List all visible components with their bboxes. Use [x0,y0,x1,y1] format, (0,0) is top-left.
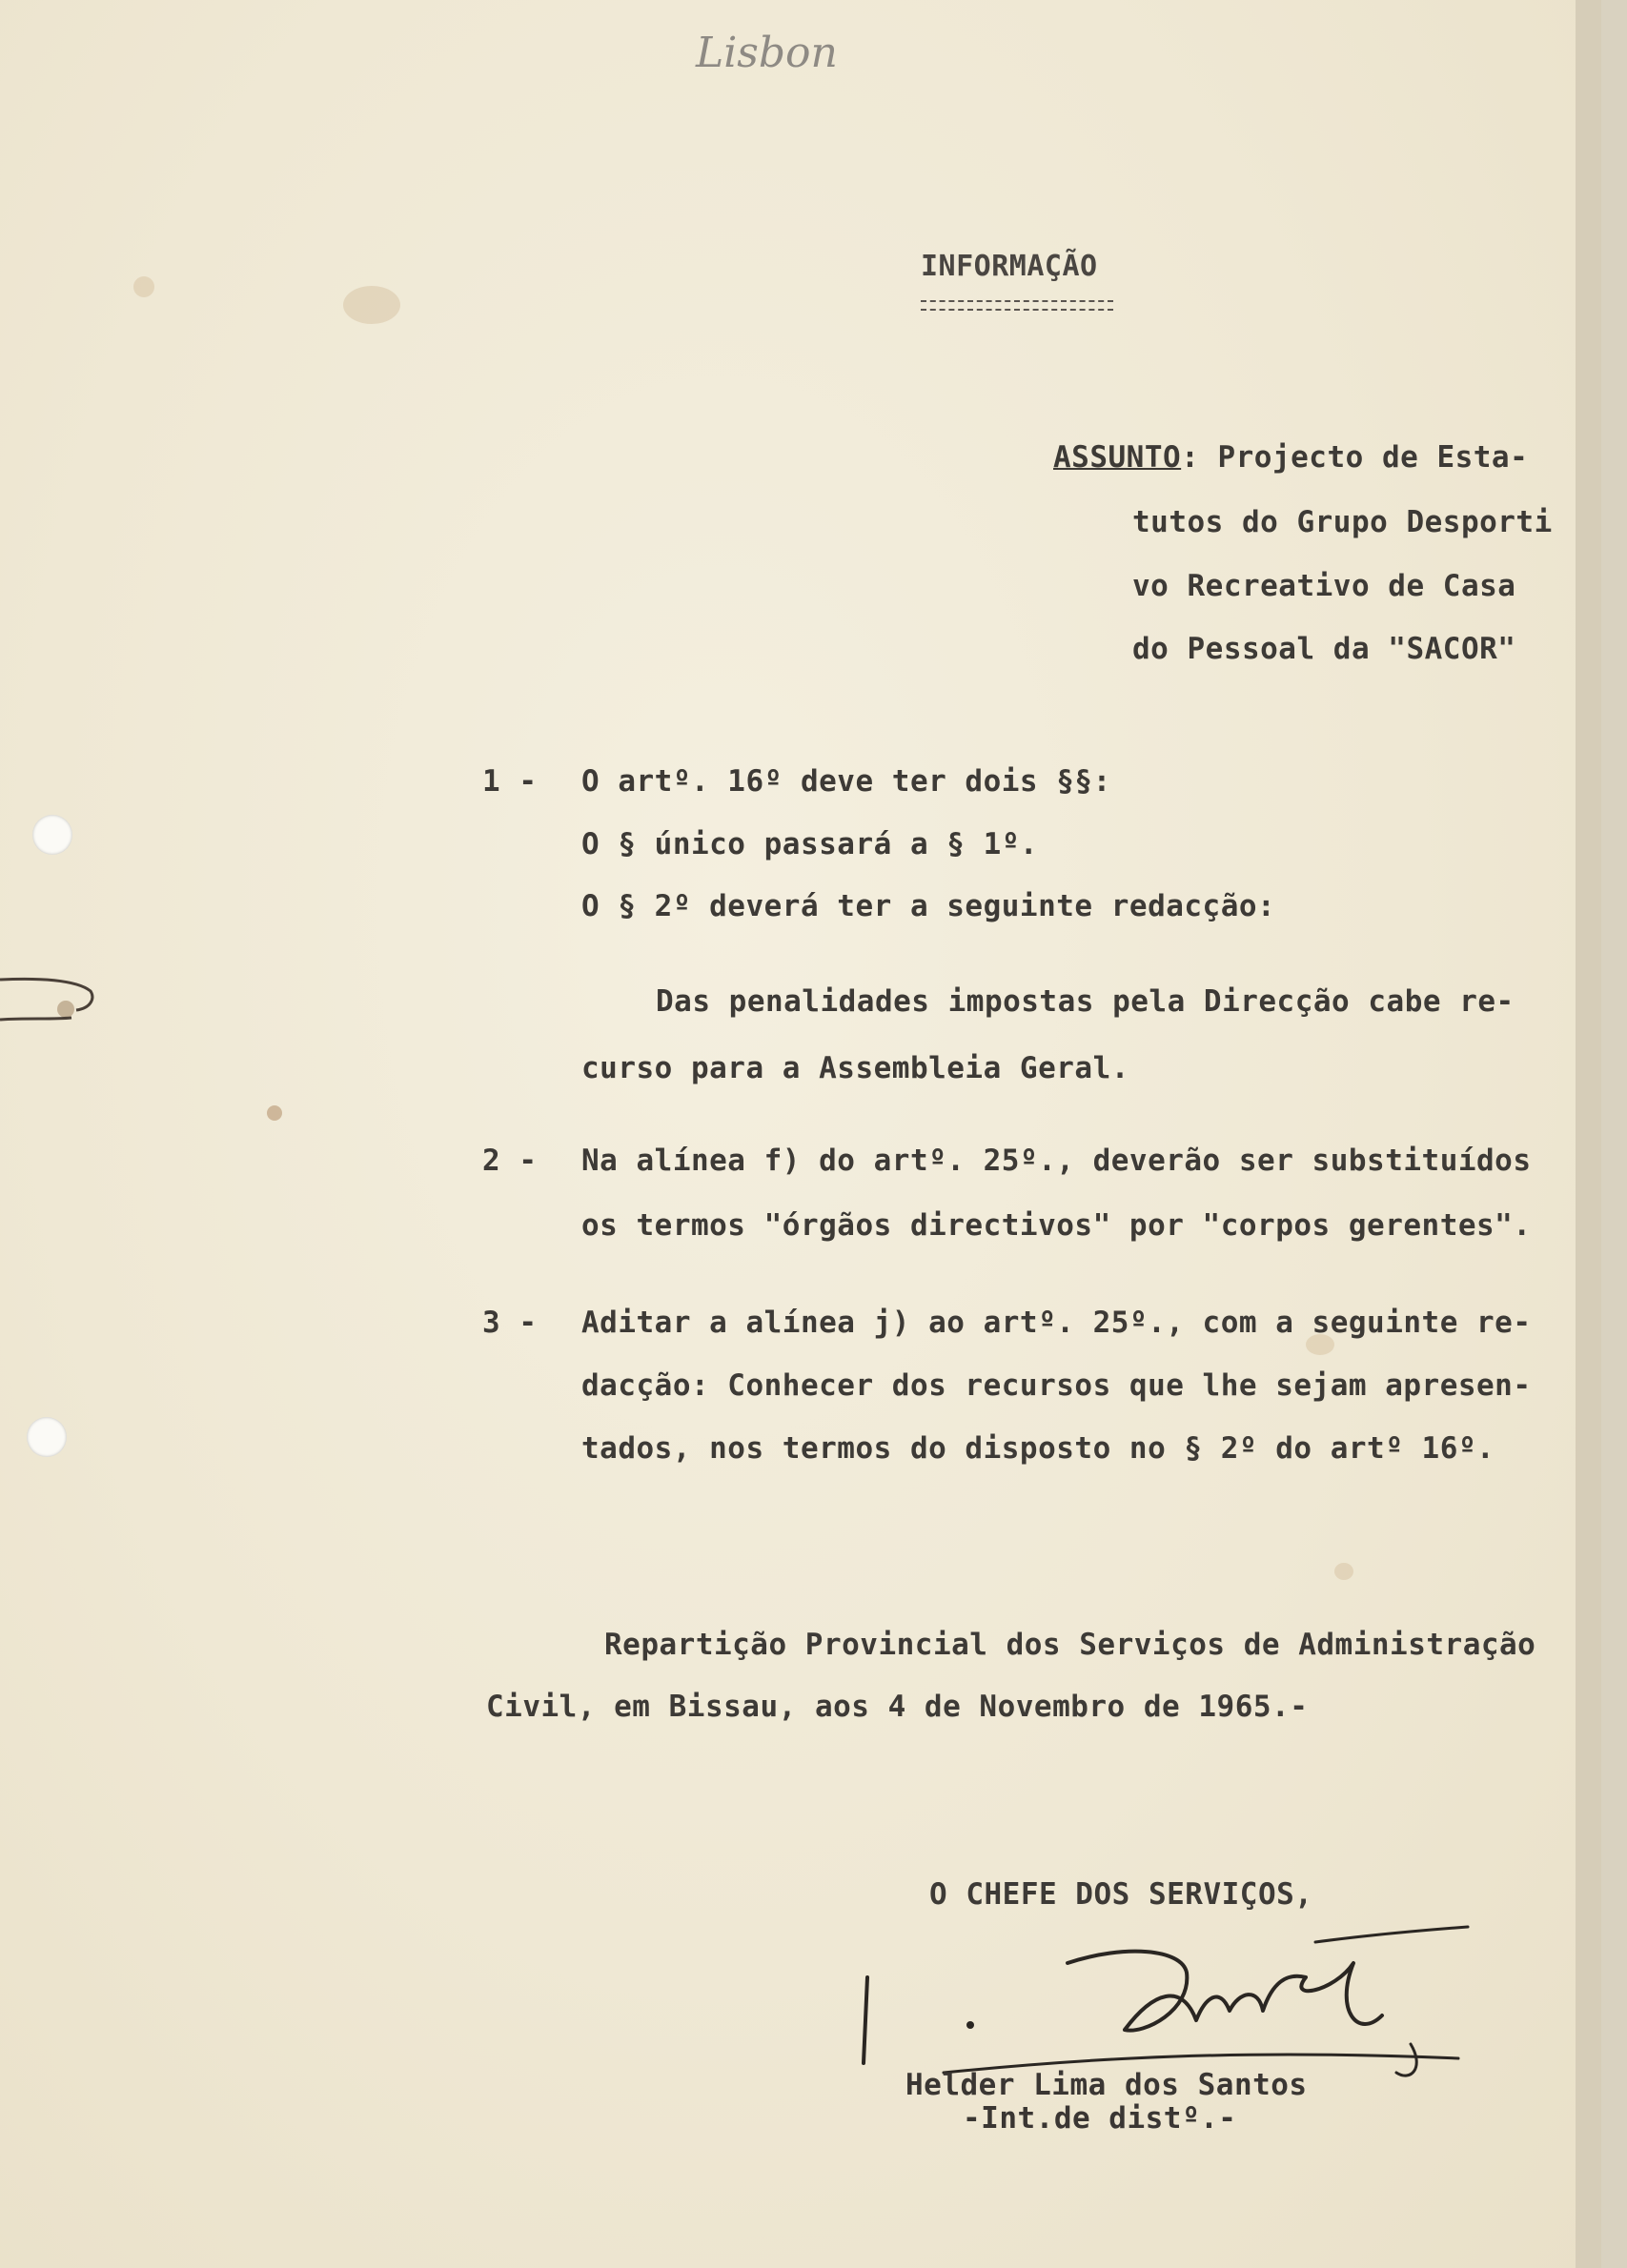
stain [1334,1563,1353,1580]
punch-hole-bottom [27,1417,67,1457]
subject-line: tutos do Grupo Desporti [1132,505,1553,539]
quoted-text: Das penalidades impostas pela Direcção cabe re- [656,984,1515,1019]
title-underline [921,300,1113,311]
item-number: 3 - [482,1306,538,1340]
subject-line: vo Recreativo de Casa [1132,569,1516,603]
item-text: os termos "órgãos directivos" por "corpos gerentes". [581,1208,1532,1243]
quoted-text: curso para a Assembleia Geral. [581,1051,1129,1085]
closing-text: Repartição Provincial dos Serviços de Administração [604,1628,1536,1662]
stain [343,286,400,324]
signatory-title: -Int.de distº.- [963,2101,1237,2136]
item-number: 2 - [482,1144,538,1178]
subject-line: : Projecto de Esta- [1181,440,1529,475]
punch-hole-top [32,815,72,855]
handwritten-note: Lisbon [696,29,838,77]
item-text: dacção: Conhecer dos recursos que lhe sejam apresen- [581,1368,1532,1403]
item-text: Na alínea f) do artº. 25º., deverão ser substituídos [581,1144,1532,1178]
subject-label: ASSUNTO [1053,440,1182,475]
margin-clip-mark [0,961,105,1037]
signatory-role: O CHEFE DOS SERVIÇOS, [929,1877,1313,1912]
document-title: INFORMAÇÃO [921,250,1098,283]
page-edge [1576,0,1601,2268]
item-text: O § único passará a § 1º. [581,827,1039,861]
stain [267,1105,282,1121]
closing-text: Civil, em Bissau, aos 4 de Novembro de 1965.- [486,1690,1309,1724]
subject-line: do Pessoal da "SACOR" [1132,632,1516,666]
subject-block [1053,440,1528,475]
item-number: 1 - [482,764,538,799]
item-text: O artº. 16º deve ter dois §§: [581,764,1111,799]
item-text: O § 2º deverá ter a seguinte redacção: [581,889,1276,923]
stain [133,276,154,297]
signatory-name: Helder Lima dos Santos [905,2068,1308,2102]
item-text: Aditar a alínea j) ao artº. 25º., com a seguinte re- [581,1306,1532,1340]
item-text: tados, nos termos do disposto no § 2º do artº 16º. [581,1431,1495,1466]
